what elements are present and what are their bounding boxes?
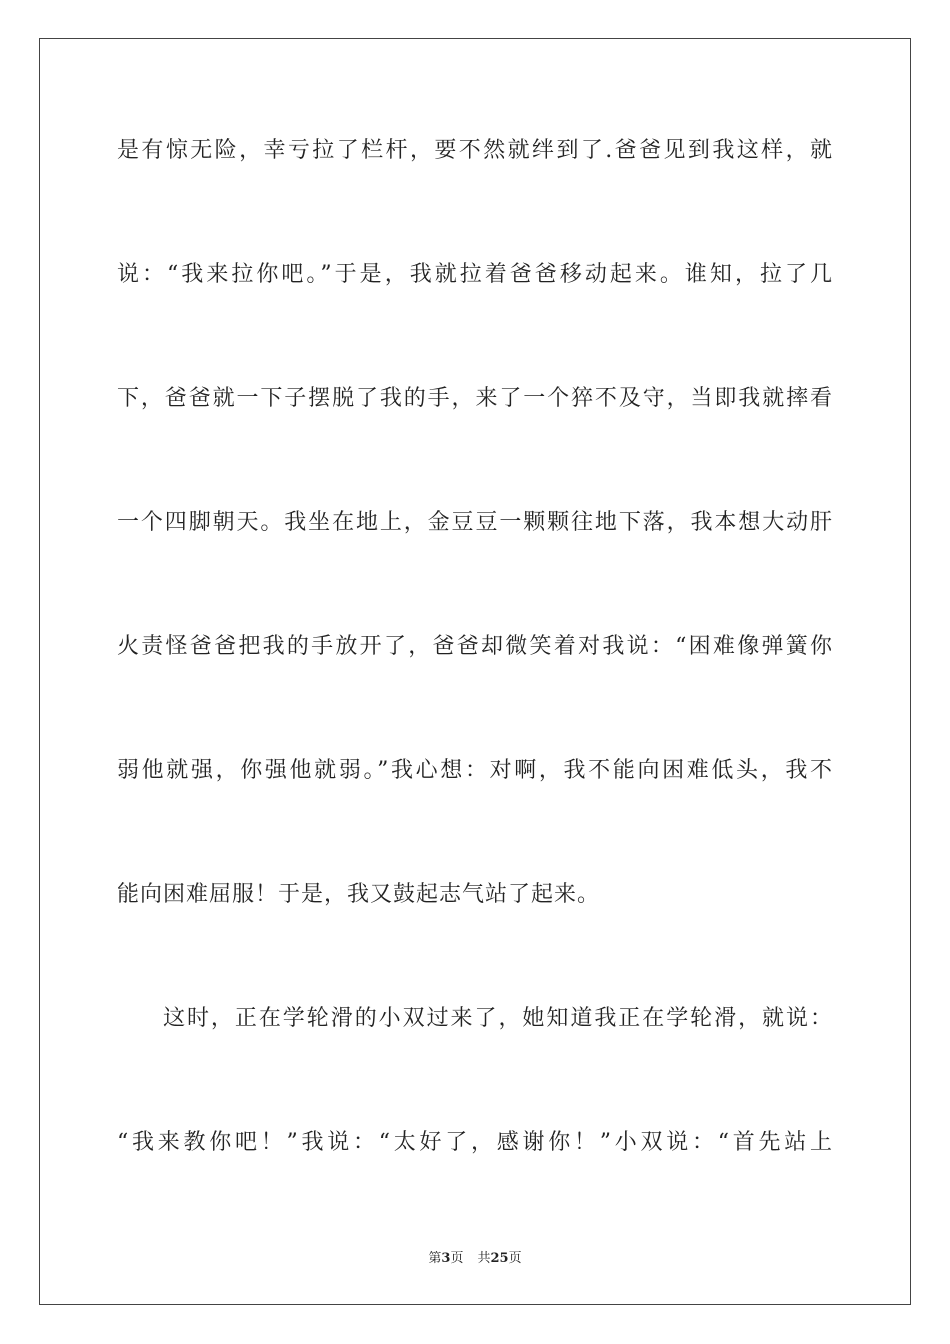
page-prefix: 第: [428, 1251, 442, 1266]
text-line: 说：“我来拉你吧。”于是，我就拉着爸爸移动起来。谁知，拉了几: [117, 262, 833, 287]
text-line: “我来教你吧！”我说：“太好了，感谢你！”小双说：“首先站上: [117, 1130, 833, 1155]
text-line: 弱他就强，你强他就弱。”我心想：对啊，我不能向困难低头，我不: [117, 758, 833, 783]
document-body: [117, 126, 833, 1242]
text-line: 能向困难屈服！于是，我又鼓起志气站了起来。: [117, 882, 601, 907]
total-prefix: 共: [477, 1251, 491, 1266]
text-line: 一个四脚朝天。我坐在地上，金豆豆一颗颗往地下落，我本想大动肝: [117, 510, 833, 535]
text-line: 火责怪爸爸把我的手放开了，爸爸却微笑着对我说：“困难像弹簧你: [117, 634, 833, 659]
page-footer: [0, 1247, 950, 1266]
total-suffix: 页: [508, 1251, 522, 1266]
page-number: 3: [441, 1251, 451, 1266]
paragraph-start-line: 这时，正在学轮滑的小双过来了，她知道我正在学轮滑，就说：: [163, 1006, 833, 1031]
text-line: 是有惊无险，幸亏拉了栏杆，要不然就绊到了.爸爸见到我这样，就: [117, 138, 833, 163]
text-line: 下，爸爸就一下子摆脱了我的手，来了一个猝不及守，当即我就摔看: [117, 386, 833, 411]
page-suffix: 页: [450, 1251, 464, 1266]
total-pages: 25: [490, 1251, 509, 1266]
